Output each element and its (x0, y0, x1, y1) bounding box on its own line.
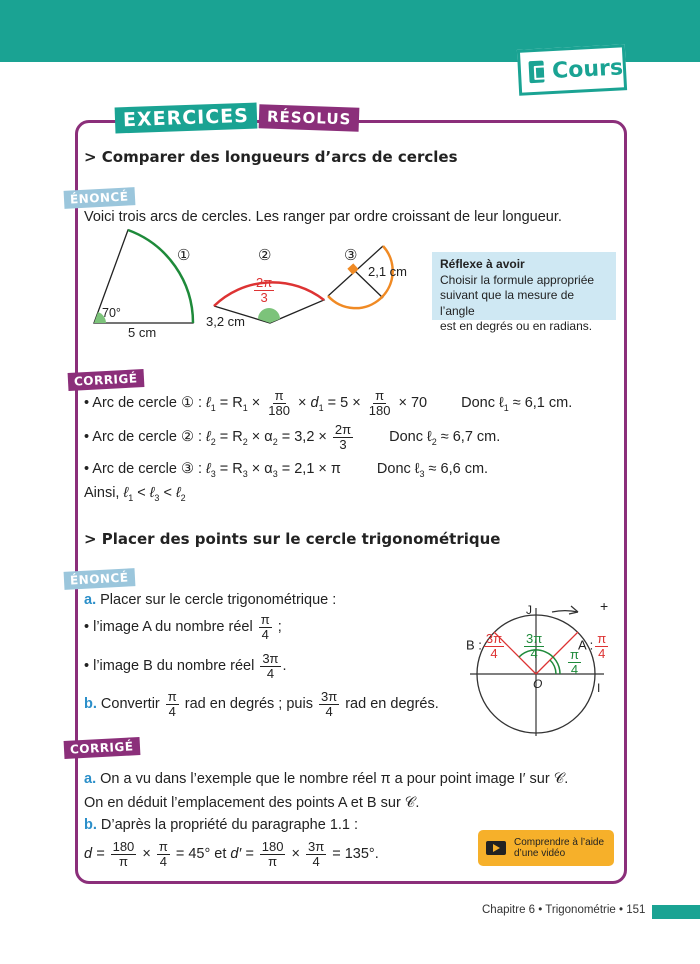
video-button[interactable] (478, 830, 614, 866)
badge-part2: RÉSOLUS (258, 104, 359, 131)
video-icon (486, 841, 506, 855)
reflexe-text-1: Choisir la formule appropriée (440, 272, 595, 287)
section2-enonce-tag: ÉNONCÉ (64, 568, 135, 590)
angle1-label: 70° (102, 306, 121, 320)
axis-J-label: J (526, 603, 532, 617)
enonce-a: a. Placer sur le cercle trigonométrique : (84, 592, 337, 608)
badge-part1: EXERCICES (115, 103, 258, 134)
enonce-item-1: • l’image A du nombre réel $\frac{\pi}{4}$ ; (84, 612, 282, 642)
point-A-label: A : $\frac{\pi}{4}$ (578, 631, 607, 661)
reflexe-text-3: est en degrés ou en radians. (440, 319, 593, 334)
figure-number-2: ② (258, 247, 272, 264)
page-footer: Chapitre 6 • Trigonométrie • 151 (482, 904, 646, 916)
video-button-label: Comprendre à l’aide d’une vidéo (514, 836, 605, 859)
section1-statement: Voici trois arcs de cercles. Les ranger par ordre croissant de leur longueur. (84, 209, 562, 225)
page-number: 151 (626, 904, 646, 916)
reflexe-title: Réflexe à avoir (440, 257, 525, 271)
corrige2-line2: On en déduit l’emplacement des points A et B sur 𝒞. (84, 795, 420, 811)
section1-corrige-tag: CORRIGÉ (68, 369, 144, 391)
trig-circle (470, 592, 620, 742)
origin-label: O (533, 677, 543, 691)
section2-corrige-tag: CORRIGÉ (64, 737, 140, 759)
figure-number-3: ③ (344, 247, 358, 264)
angle-label-pi4: $\frac{\pi}{4}$ (570, 647, 579, 677)
corrige-line-2: • Arc de cercle ② : ℓ$_2$ = $R_2 \times \alpha_2 = 3,2$ × $\frac{2\pi}{3}$ Donc ℓ$_2$ ≈ 6,7 cm. (84, 422, 501, 452)
angle-arc-pi4 (550, 660, 556, 674)
radius2-label: 3,2 cm (206, 314, 246, 329)
footer-bar (652, 905, 700, 919)
section2-title: > Placer des points sur le cercle trigonométrique (84, 530, 501, 548)
reflexe-box (432, 252, 616, 334)
exercices-resolus-badge (115, 104, 359, 132)
radius3-label: 2,1 cm (368, 264, 408, 279)
sector1-arc (128, 230, 193, 323)
angle2-label: $\frac{2\pi}{3}$ (256, 275, 273, 305)
book-icon (528, 60, 544, 83)
enonce-b: b. Convertir $\frac{\pi}{4}$ rad en degrés ; puis $\frac{3\pi}{4}$ rad en degrés. (84, 689, 439, 719)
corrige-line-1: • Arc de cercle ① : ℓ$_1$ = $R_1$ × $\frac{\pi}{180}$ × $d_1 = 5$ × $\frac{\pi}{180}$ × 70 Donc ℓ$_1$ ≈ 6,1 cm. (84, 388, 573, 418)
conversion-formula: d = $\frac{180}{\pi}$ × $\frac{\pi}{4}$ = 45° et d′ = $\frac{180}{\pi}$ × $\frac{3\pi}{4}$ = 135°. (84, 839, 379, 869)
cours-tag (517, 44, 627, 96)
reflexe-text-2: suivant que la mesure de l’angle (440, 288, 575, 318)
corrige-conclusion: Ainsi, ℓ$_1$ < ℓ$_3$ < ℓ$_2$ (84, 485, 186, 503)
enonce-item-2: • l’image B du nombre réel $\frac{3\pi}{4}$ . (84, 651, 287, 681)
radius1-label: 5 cm (128, 325, 157, 340)
axis-I-label: I (597, 681, 601, 695)
positive-sign: + (600, 598, 609, 614)
section1-title: > Comparer des longueurs d’arcs de cercles (84, 148, 458, 166)
section1-enonce-tag: ÉNONCÉ (64, 187, 135, 209)
figure-number-1: ① (177, 247, 191, 264)
corrige-line-3: • Arc de cercle ③ : ℓ$_3$ = $R_3 \times \alpha_3 = 2,1 \times \pi$ Donc ℓ$_3$ ≈ 6,6 cm. (84, 461, 489, 479)
corrige2-a: a. On a vu dans l’exemple que le nombre réel π a pour point image I′ sur 𝒞. (84, 771, 569, 787)
corrige2-b: b. D’après la propriété du paragraphe 1.1 : (84, 817, 359, 833)
rotation-arrowhead (569, 606, 578, 614)
point-B-label: B : $\frac{3\pi}{4}$ (466, 631, 503, 661)
cours-label: Cours (551, 54, 624, 84)
angle-label-3pi4: $\frac{3\pi}{4}$ (526, 631, 543, 661)
rotation-arrow (552, 611, 578, 612)
